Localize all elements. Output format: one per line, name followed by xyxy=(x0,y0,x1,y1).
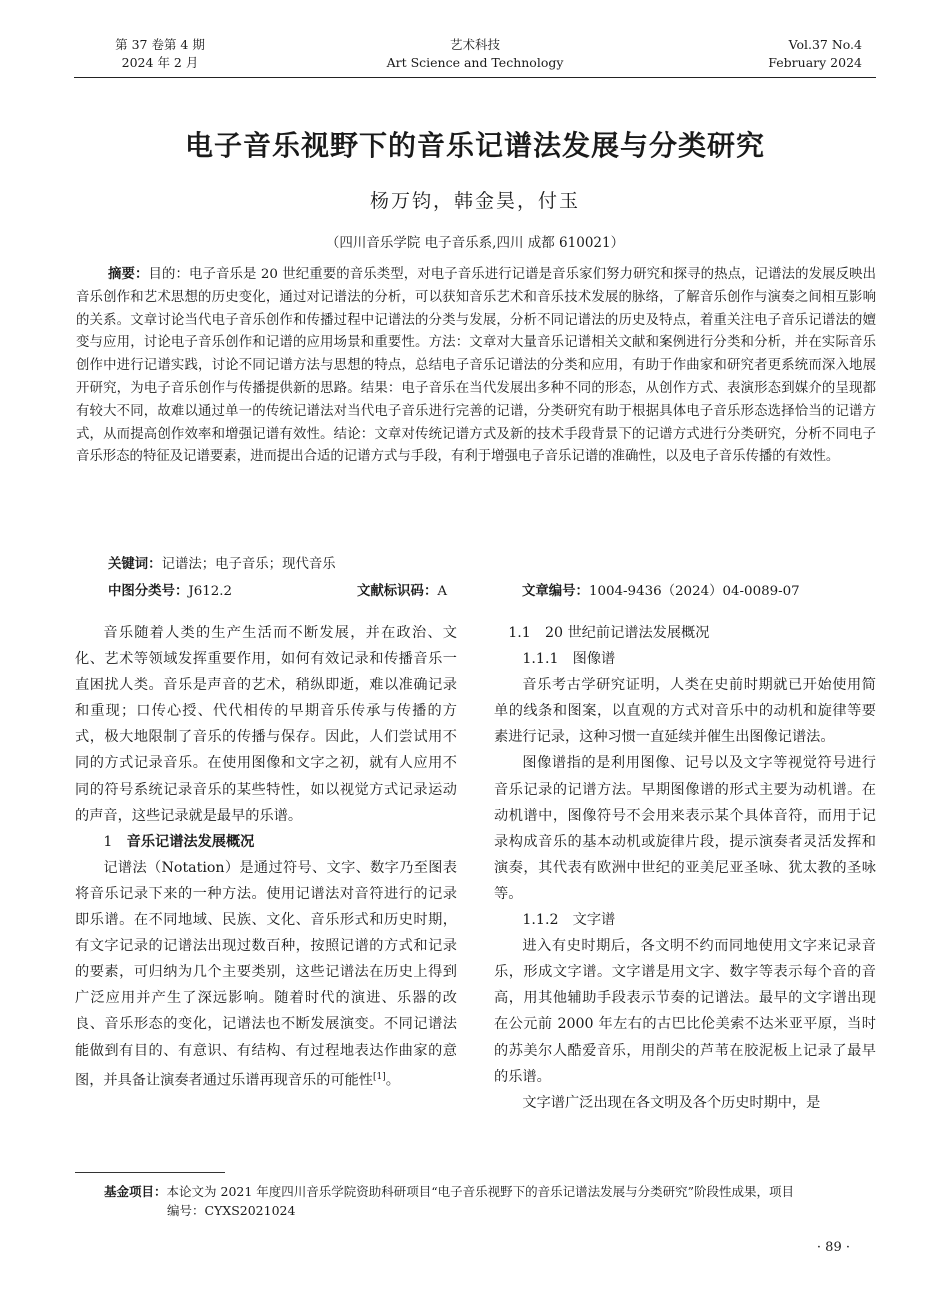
funding-text: 本论文为 2021 年度四川音乐学院资助科研项目“电子音乐视野下的音乐记谱法发展与分类研究”阶段性成果，项目 xyxy=(166,1184,795,1199)
left-column xyxy=(75,620,457,1093)
issue-date: 2024 年 2 月 xyxy=(121,55,199,70)
subsection-heading: 1.1 20 世纪前记谱法发展概况 xyxy=(508,625,710,641)
keywords xyxy=(108,553,336,572)
keywords-text: 记谱法；电子音乐；现代音乐 xyxy=(161,557,336,572)
intro-paragraph: 音乐随着人类的生产生活而不断发展，并在政治、文化、艺术等领域发挥重要作用，如何有效记录和传播音乐一直困扰人类。音乐是声音的艺术，稍纵即逝，难以准确记录和重现；口传心授、代代相传的早期音乐传承与传播的方式，极大地限制了音乐的传播与保存。因此，人们尝试用不同的方式记录音乐。在使用图像和文字之初，就有人应用不同的符号系统记录音乐的某些特性，如以视觉方式记录运动的声音，这些记录就是最早的乐谱。 xyxy=(75,625,457,824)
document-code-label: 文献标识码： xyxy=(357,584,438,599)
notation-end: 。 xyxy=(385,1072,400,1089)
section-heading-1 xyxy=(75,829,457,855)
footnote-rule xyxy=(75,1172,225,1173)
author-list: 杨万钧，韩金昊，付玉 xyxy=(369,190,580,212)
funding-text-cont: 编号：CYXS2021024 xyxy=(167,1203,296,1218)
header-rule xyxy=(74,77,876,78)
article-number-label: 文章编号： xyxy=(522,584,589,599)
keywords-label: 关键词： xyxy=(108,557,162,572)
abstract-text: 目的：电子音乐是 20 世纪重要的音乐类型，对电子音乐进行记谱是音乐家们努力研究和探寻的热点，记谱法的发展反映出音乐创作和艺术思想的历史变化，通过对记谱法的分析，可以获知音乐艺术和音乐技术发展的脉络，了解音乐创作与演奏之间相互影响的关系。文章讨论当代电子音乐创作和传播过程中记谱法的分类与发展，分析不同记谱法的历史及特点，着重关注电子音乐记谱法的嬗变与应用，讨论电子音乐创作和记谱的应用场景和重要性。方法：文章对大量音乐记谱相关文献和案例进行分类和分析，并在实际音乐创作中进行记谱实践，讨论不同记谱方法与思想的特点，总结电子音乐记谱法的分类和应用，有助于作曲家和研究者更系统而深入地展开研究，为电子音乐创作与传播提供新的思路。结果：电子音乐在当代发展出多种不同的形态，从创作方式、表演形态到媒介的呈现都有较大不同，故难以通过单一的传统记谱法对当代电子音乐进行完善的记谱，分类研究有助于根据具体电子音乐形态选择恰当的记谱方式，从而提高创作效率和增强记谱有效性。结论：文章对传统记谱方式及新的技术手段背景下的记谱方式进行分类研究，分析不同电子音乐形态的特征及记谱要素，进而提出合适的记谱方式与手段，有利于增强电子音乐记谱的准确性，以及电子音乐传播的有效性。 xyxy=(76,267,876,465)
image-notation-paragraph-1: 音乐考古学研究证明，人类在史前时期就已开始使用简单的线条和图案，以直观的方式对音乐中的动机和旋律等要素进行记录，这种习惯一直延续并催生出图像记谱法。 xyxy=(494,677,876,746)
volume-issue: 第 37 卷第 4 期 xyxy=(115,37,205,52)
classification-number xyxy=(108,580,232,599)
right-column xyxy=(494,620,876,1116)
abstract xyxy=(76,264,876,469)
subsubsection-heading-image: 1.1.1 图像谱 xyxy=(522,651,616,668)
journal-name-cn: 艺术科技 xyxy=(449,37,500,52)
image-notation-paragraph-2: 图像谱指的是利用图像、记号以及文字等视觉符号进行音乐记录的记谱方法。早期图像谱的形式主要为动机谱。在动机谱中，图像符号不会用来表示某个具体音符，而用于记录构成音乐的基本动机或旋律片段，提示演奏者灵活发挥和演奏，其代表有欧洲中世纪的亚美尼亚圣咏、犹太教的圣咏等。 xyxy=(494,755,876,902)
page-number: · 89 · xyxy=(816,1240,850,1255)
notation-paragraph xyxy=(75,855,457,1094)
notation-text: 记谱法（Notation）是通过符号、文字、数字乃至图表将音乐记录下来的一种方法。使用记谱法对音符进行的记录即乐谱。在不同地域、民族、文化、音乐形式和历史时期，有文字记录的记谱法出现过数百种，按照记谱的方式和记录的要素，可归纳为几个主要类别，这些记谱法在历史上得到广泛应用并产生了深远影响。随着时代的演进、乐器的改良、音乐形态的变化，记谱法也不断发展演变。不同记谱法能做到有目的、有意识、有结构、有过程地表达作曲家的意图，并具备让演奏者通过乐谱再现音乐的可能性 xyxy=(75,859,457,1089)
classification-label: 中图分类号： xyxy=(108,584,189,599)
section-number: 1 xyxy=(103,833,113,850)
journal-name-en: Art Science and Technology xyxy=(386,55,564,70)
funding-footnote xyxy=(104,1182,879,1220)
document-code-value: A xyxy=(437,584,448,599)
funding-label: 基金项目： xyxy=(104,1184,167,1199)
document-code xyxy=(357,580,447,599)
text-notation-paragraph-1: 进入有史时期后，各文明不约而同地使用文字来记录音乐，形成文字谱。文字谱是用文字、数字等表示每个音的音高，用其他辅助手段表示节奏的记谱法。最早的文字谱出现在公元前 2000 年左右的古巴比伦美索不达米亚平原，当时的苏美尔人酷爱音乐，用削尖的芦苇在胶泥板上记录了最早的乐谱。 xyxy=(494,938,876,1085)
subsubsection-heading-text: 1.1.2 文字谱 xyxy=(522,912,616,929)
journal-name xyxy=(360,36,590,72)
abstract-label: 摘要： xyxy=(108,267,149,282)
journal-issue xyxy=(100,36,220,72)
article-number xyxy=(522,580,800,599)
text-notation-paragraph-2: 文字谱广泛出现在各文明及各个历史时期中，是 xyxy=(522,1094,821,1111)
affiliation: （四川音乐学院 电子音乐系,四川 成都 610021） xyxy=(325,235,625,251)
classification-value: J612.2 xyxy=(188,584,233,599)
journal-volume xyxy=(742,36,862,72)
article-number-value: 1004-9436（2024）04-0089-07 xyxy=(588,584,800,599)
citation-ref[interactable]: [1] xyxy=(372,1071,386,1082)
section-title: 音乐记谱法发展概况 xyxy=(126,833,255,850)
date-en: February 2024 xyxy=(768,55,862,70)
article-title: 电子音乐视野下的音乐记谱法发展与分类研究 xyxy=(184,129,765,162)
volume-en: Vol.37 No.4 xyxy=(788,37,862,52)
